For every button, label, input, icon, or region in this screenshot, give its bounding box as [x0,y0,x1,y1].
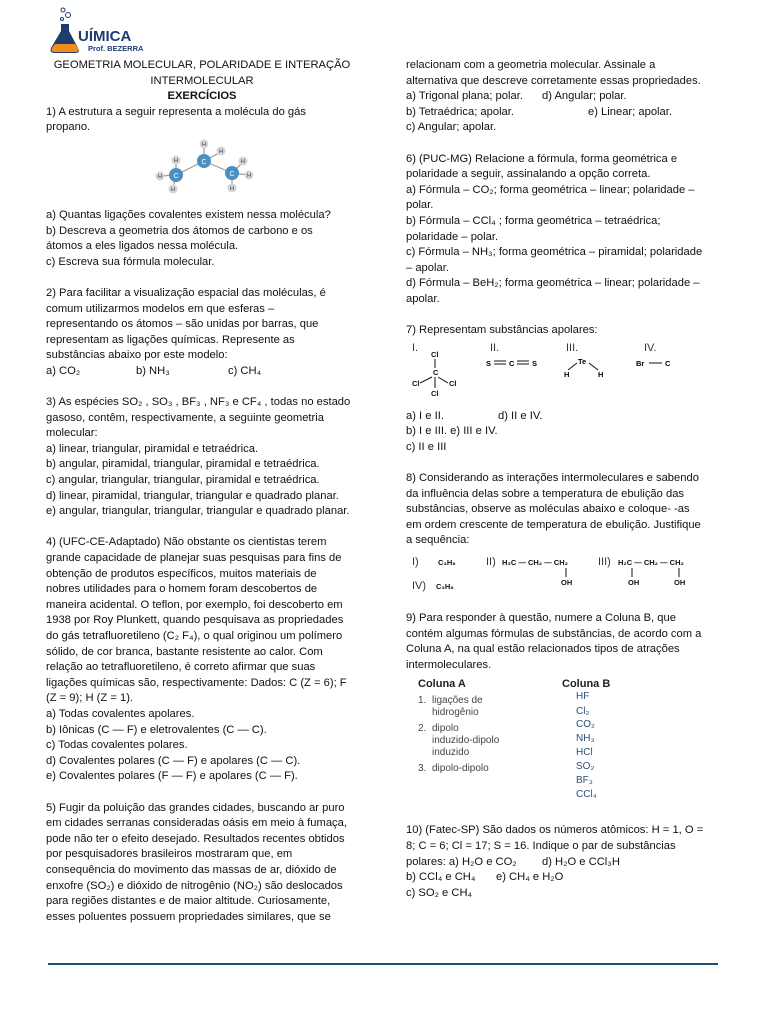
q2-option: a) CO₂ [46,364,81,377]
q4-line: nobres utilidades para o homem foram descobertos de [46,583,318,596]
q8-oh: OH [561,578,573,588]
ccl4-structure [412,350,457,398]
svg-text:hidrogênio: hidrogênio [432,707,479,719]
q4-line: sólido, de cor branca, bastante resistente ao calor. Com [46,645,323,658]
q4-line: 4) (UFC-CE-Adaptado) Não obstante os cientistas terem [46,536,327,549]
svg-text:H: H [247,172,251,179]
svg-text:H: H [174,157,178,164]
propane-molecule-figure [46,138,358,198]
q5-line: 5) Fugir da poluição das grandes cidades, buscando ar puro [46,801,345,814]
svg-text:H: H [230,185,234,192]
q6-option: polaridade – polar. [406,230,499,243]
q5-line: pode não ter o efeito desejado. Resultados recentes obtidos [46,832,345,845]
svg-text:Te: Te [578,356,587,366]
section-title: EXERCÍCIOS [167,90,237,103]
q7-option: d) II e IV. [498,409,543,422]
q8-oh: OH [628,578,640,588]
svg-text:H: H [564,369,570,379]
q1-item: a) Quantas ligações covalentes existem nessa molécula? [46,208,331,221]
svg-text:3.: 3. [418,763,427,775]
svg-text:C: C [229,170,235,178]
q3-option: e) angular, triangular, triangular, triangular e quadrado planar. [46,505,350,518]
svg-text:CCl₄: CCl₄ [576,789,597,801]
h2te-structure [564,357,603,379]
svg-text:C: C [433,367,439,377]
q3-line: gasoso, contêm, respectivamente, a seguinte geometria [46,411,324,424]
svg-text:Cl: Cl [449,378,457,388]
q2-line: representando os átomos – são unidas por barras, que [46,318,319,331]
svg-text:C: C [173,172,179,180]
q2-option: c) CH₄ [228,364,262,377]
q5-options [406,105,716,121]
q7-options [406,409,716,425]
q5-option: b) Tetraédrica; apolar. [406,105,514,118]
q7-option: a) I e II. [406,409,444,422]
svg-text:III): III) [598,556,611,569]
q4-option: d) Covalentes polares (C — F) e apolares (C — C). [46,754,301,767]
q7-option: c) II e III [406,440,447,453]
q5-line: consequência do movimento das massas de ar, dióxido de [46,863,337,876]
svg-text:IV.: IV. [644,341,657,354]
flask-icon [51,8,80,53]
q6-option: – apolar. [406,261,449,274]
q10-line: 8; C = 6; Cl = 17; S = 16. Indique o par de substâncias [406,840,676,852]
svg-text:2.: 2. [418,723,427,735]
logo-subtitle: Prof. BEZERRA [88,44,144,53]
q5-option: c) Angular; apolar. [406,121,497,134]
q10-options [406,855,716,871]
svg-text:C: C [509,358,515,368]
q3-option: b) angular, piramidal, triangular, piramidal e tetraédrica. [46,458,320,471]
col-a-title: Coluna A [418,678,466,691]
q4-line: (Z = 9); H (Z = 1). [46,692,134,705]
q5-line: em cidades serranas consideradas oásis em meio à fumaça, [46,817,347,830]
q2-line: substâncias abaixo por este modelo: [46,349,228,362]
q8-formula-ii: H₃C — CH₂ — CH₂ [502,558,568,568]
q1-item: átomos a eles ligados nessa molécula. [46,240,239,253]
svg-text:I.: I. [412,341,419,354]
svg-text:NH₃: NH₃ [576,733,595,745]
q6-option: a) Fórmula – CO₂; forma geométrica – linear; polaridade – [406,183,695,196]
svg-text:H: H [219,148,223,155]
q6-option: polar. [406,199,434,212]
svg-text:H: H [158,173,162,180]
q2-line: 2) Para facilitar a visualização espacial das moléculas, é [46,286,326,299]
q1-line: propano. [46,121,91,134]
svg-text:induzido-dipolo: induzido-dipolo [432,735,500,747]
logo-name: UÍMICA [78,28,132,45]
q9-columns-table [406,675,716,813]
q4-line: obtenção de produtos específicos, muitos materiais de [46,567,317,580]
svg-text:S: S [486,358,492,368]
q4-line: maneira acidental. O teflon, por exemplo, foi descoberto em [46,598,343,611]
svg-text:induzido: induzido [432,747,470,759]
q4-line: 1938 por Roy Plunkett, quando pesquisava as propriedades [46,614,344,627]
svg-text:Cl: Cl [431,349,439,359]
svg-text:dipolo-dipolo: dipolo-dipolo [432,763,489,775]
q6-option: b) Fórmula – CCl₄ ; forma geométrica – tetraédrica; [406,214,661,227]
q10-option: b) CCl₄ e CH₄ [406,871,476,884]
svg-text:S: S [532,358,538,368]
svg-text:C: C [665,358,671,368]
q8-molecules-figure [406,551,716,597]
svg-text:Cl₂: Cl₂ [576,706,590,718]
q10-options [406,870,716,886]
q10-option: e) CH₄ e H₂O [496,871,564,884]
q6-option: apolar. [406,292,440,305]
q8-line: a sequência: [406,534,470,547]
svg-text:II.: II. [490,341,500,354]
svg-text:dipolo: dipolo [432,723,459,735]
svg-text:Cl: Cl [412,378,420,388]
q3-option: d) linear, piramidal, triangular, triangular e quadrado planar. [46,489,339,502]
svg-text:SO₂: SO₂ [576,761,595,773]
q6-option: c) Fórmula – NH₃; forma geométrica – piramidal; polaridade [406,246,703,259]
logo [48,4,158,56]
q5-line: alternativa que descreve corretamente essas propriedades. [406,74,701,87]
q5-line: por pesquisadores brasileiros mostraram que, em [46,848,293,861]
q4-line: do gás tetrafluoretileno (C₂ F₄), o qual originou um polímero [46,630,343,642]
q5-option: e) Linear; apolar. [588,105,672,118]
q3-line: molecular: [46,427,98,440]
page-title-line-2: INTERMOLECULAR [150,74,254,87]
svg-text:C: C [201,158,207,166]
q3-option: c) angular, triangular, triangular, piramidal e tetraédrica. [46,474,320,487]
q3-line: 3) As espécies SO₂ , SO₃ , BF₃ , NF₃ e CF₄ , todas no estado [46,396,351,409]
q10-option: polares: a) H₂O e CO₂ [406,855,517,868]
q2-line: comum utilizarmos modelos em que esferas – [46,302,275,315]
q9-line: intermoleculares. [406,658,492,671]
svg-text:CO₂: CO₂ [576,719,595,731]
svg-text:H: H [171,186,175,193]
q4-option: c) Todas covalentes polares. [46,739,188,752]
q8-oh: OH [674,578,686,588]
q7-option: b) I e III. e) III e IV. [406,425,498,438]
q10-option: c) SO₂ e CH₄ [406,886,473,899]
q10-option: d) H₂O e CCl₃H [542,855,620,868]
q4-option: a) Todas covalentes apolares. [46,707,195,720]
svg-text:III.: III. [566,341,579,354]
q6-option: d) Fórmula – BeH₂; forma geométrica – linear; polaridade – [406,277,700,290]
q8-line: da influência delas sobre a temperatura de ebulição das [406,487,685,500]
svg-text:BF₃: BF₃ [576,775,593,787]
col-b-title: Coluna B [562,678,611,691]
svg-text:H: H [241,158,245,165]
q2-option: b) NH₃ [136,364,170,377]
svg-text:Cl: Cl [431,388,439,398]
q5-option: d) Angular; polar. [542,90,627,103]
q5-option: a) Trigonal plana; polar. [406,90,523,103]
svg-text:HCl: HCl [576,747,593,759]
svg-text:I): I) [412,556,419,569]
hbr-structure [636,359,671,368]
footer-divider [48,963,718,965]
q9-line: contém algumas fórmulas de substâncias, de acordo com a [406,627,702,640]
svg-text:H: H [202,141,206,148]
q4-option: e) Covalentes polares (F — F) e apolares (C — F). [46,770,298,783]
q1-item: b) Descreva a geometria dos átomos de carbono e os [46,224,313,237]
q6-line: 6) (PUC-MG) Relacione a fórmula, forma geométrica e [406,152,678,165]
q5-line: enxofre (SO₂) e dióxido de nitrogênio (NO₂) são deslocados [46,879,343,892]
q4-line: grande capacidade de planejar suas pesquisas para fins de [46,552,342,565]
q8-line: 8) Considerando as interações intermoleculares e sabendo [406,472,699,485]
q8-formula-iii: H₂C — CH₂ — CH₂ [618,558,684,568]
q2-line: representam as ligações químicas. Represente as [46,333,295,346]
q4-line: relação ao tetrafluoretileno, é correto afirmar que suas [46,661,316,674]
q8-formula-i: C₃H₈ [438,558,456,568]
right-column [406,58,716,901]
q8-formula-iv: C₃H₈ [436,582,454,592]
q2-options [46,364,358,380]
q9-line: Coluna A, na qual estão relacionados tipos de atrações [406,643,680,656]
page-title-line-1: GEOMETRIA MOLECULAR, POLARIDADE E INTERAÇÃO [53,59,351,71]
q9-line: 9) Para responder à questão, numere a Coluna B, que [406,612,676,625]
left-column [46,58,358,925]
svg-text:IV): IV) [412,580,427,593]
q3-option: a) linear, triangular, piramidal e tetraédrica. [46,442,259,455]
q6-line: polaridade a seguir, assinalando a opção correta. [406,168,651,181]
q1-line: 1) A estrutura a seguir representa a molécula do gás [46,105,306,118]
q8-line: em ordem crescente de temperatura de ebulição. Justifique [406,518,701,531]
q5-options [406,89,716,105]
svg-text:H: H [598,369,604,379]
q7-structures-figure [406,341,716,407]
svg-text:HF: HF [576,691,590,703]
q1-item: c) Escreva sua fórmula molecular. [46,255,215,268]
svg-text:ligações de: ligações de [432,695,483,707]
q5-line: esses poluentes possuem propriedades similares, que se [46,910,331,923]
svg-text:1.: 1. [418,695,427,707]
col-a-items [418,695,500,774]
q4-option: b) Iônicas (C — F) e eletrovalentes (C — C). [46,723,267,736]
col-b-items [576,691,597,800]
cs2-structure [486,359,537,368]
q8-line: substâncias, observe as moléculas abaixo e coloque- -as [406,503,690,516]
q7-intro: 7) Representam substâncias apolares: [406,324,598,337]
svg-text:Br: Br [636,358,645,368]
q10-line: 10) (Fatec-SP) São dados os números atômicos: H = 1, O = [406,824,704,837]
svg-text:II): II) [486,556,496,569]
q5-line: relacionam com a geometria molecular. Assinale a [406,59,656,71]
q5-line: para regiões distantes e de maior altitude. Curiosamente, [46,895,331,908]
q4-line: ligações químicas são, respectivamente: Dados: C (Z = 6); F [46,676,347,689]
